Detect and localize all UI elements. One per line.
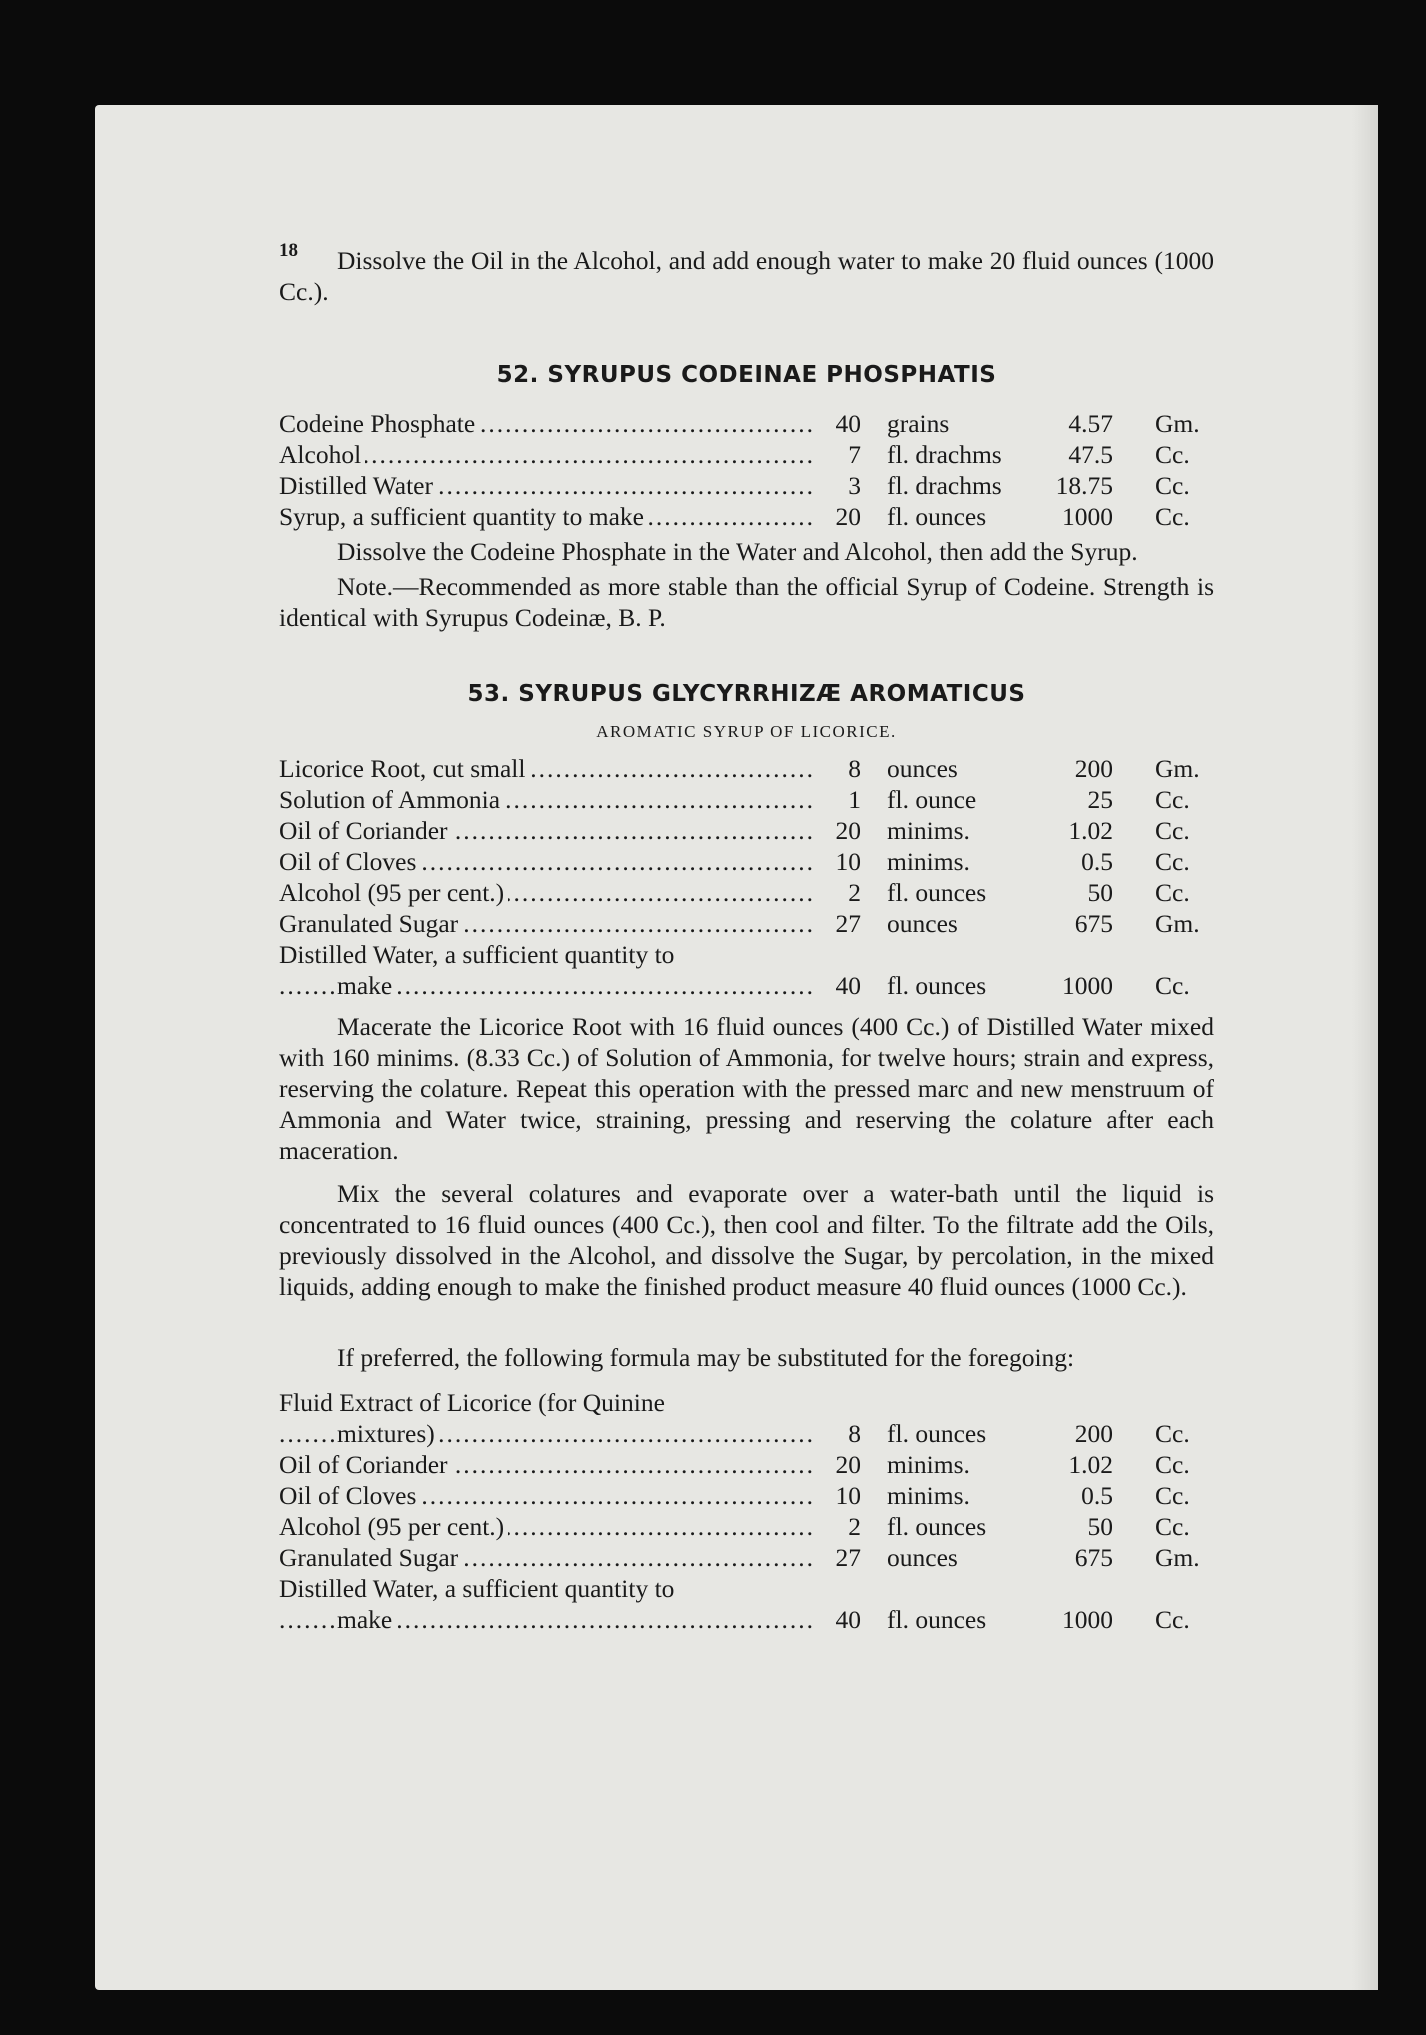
intro-paragraph: Dissolve the Oil in the Alcohol, and add enough water to make 20 fluid ounces (1000 Cc.). bbox=[279, 246, 1214, 306]
ingredient-metric: 0.5 bbox=[1081, 1481, 1113, 1510]
ingredient-metric: 50 bbox=[1087, 1512, 1113, 1541]
ingredient-metric-unit: Cc. bbox=[1155, 1481, 1190, 1510]
ingredient-qty: 40 bbox=[835, 971, 861, 1000]
ingredient-row bbox=[279, 846, 1214, 877]
ingredient-name: Alcohol (95 per cent.) bbox=[279, 878, 508, 907]
ingredient-row bbox=[279, 939, 1214, 970]
ingredient-row bbox=[279, 1604, 1214, 1635]
ingredient-qty: 2 bbox=[848, 878, 861, 907]
ingredient-metric: 4.57 bbox=[1068, 409, 1113, 438]
ingredient-name: Distilled Water bbox=[279, 471, 437, 500]
ingredient-name: Oil of Coriander bbox=[279, 1450, 452, 1479]
ingredient-unit: minims. bbox=[887, 1450, 970, 1479]
ingredient-metric: 200 bbox=[1074, 1419, 1113, 1448]
ingredient-metric-unit: Gm. bbox=[1155, 909, 1200, 938]
ingredient-row bbox=[279, 908, 1214, 939]
ingredient-unit: ounces bbox=[887, 909, 958, 938]
ingredient-unit: fl. ounces bbox=[887, 878, 987, 907]
ingredient-row bbox=[279, 470, 1214, 501]
ingredient-row bbox=[279, 1418, 1214, 1449]
page-edge bbox=[1352, 105, 1378, 1990]
ingredient-name: Fluid Extract of Licorice (for Quinine bbox=[279, 1388, 669, 1417]
ingredient-row bbox=[279, 815, 1214, 846]
ingredient-metric-unit: Cc. bbox=[1155, 1605, 1190, 1634]
ingredient-unit: fl. drachms bbox=[887, 471, 1002, 500]
ingredient-metric-unit: Cc. bbox=[1155, 1450, 1190, 1479]
ingredient-metric-unit: Gm. bbox=[1155, 1543, 1200, 1572]
ingredient-unit: fl. ounce bbox=[887, 785, 977, 814]
ingredient-unit: fl. ounces bbox=[887, 1512, 987, 1541]
ingredient-unit: grains bbox=[887, 409, 950, 438]
ingredient-metric: 25 bbox=[1087, 785, 1113, 814]
ingredient-unit: ounces bbox=[887, 1543, 958, 1572]
section-52-note: Note.—Recommended as more stable than the official Syrup of Codeine. Strength is identical with Syrupus Codeinæ, B. P. bbox=[279, 572, 1214, 632]
ingredient-name: Distilled Water, a sufficient quantity to bbox=[279, 940, 678, 969]
ingredient-qty: 20 bbox=[835, 816, 861, 845]
ingredient-qty: 20 bbox=[835, 502, 861, 531]
section-53-ingredients bbox=[279, 753, 1214, 1001]
ingredient-row bbox=[279, 784, 1214, 815]
ingredient-metric: 1.02 bbox=[1068, 1450, 1113, 1479]
section-53-subheading: AROMATIC SYRUP OF LICORICE. bbox=[596, 722, 897, 741]
ingredient-metric: 1.02 bbox=[1068, 816, 1113, 845]
ingredient-metric-unit: Cc. bbox=[1155, 847, 1190, 876]
ingredient-metric-unit: Gm. bbox=[1155, 409, 1200, 438]
ingredient-name: Oil of Cloves bbox=[279, 1481, 420, 1510]
ingredient-unit: fl. ounces bbox=[887, 1419, 987, 1448]
ingredient-row bbox=[279, 1542, 1214, 1573]
ingredient-row bbox=[279, 439, 1214, 470]
ingredient-unit: ounces bbox=[887, 754, 958, 783]
page-number: 18 bbox=[279, 240, 298, 261]
ingredient-row bbox=[279, 877, 1214, 908]
ingredient-qty: 2 bbox=[848, 1512, 861, 1541]
ingredient-metric: 0.5 bbox=[1081, 847, 1113, 876]
ingredient-name: Oil of Cloves bbox=[279, 847, 420, 876]
ingredient-unit: minims. bbox=[887, 847, 970, 876]
section-53-heading: 53. SYRUPUS GLYCYRRHIZÆ AROMATICUS bbox=[467, 681, 1026, 707]
ingredient-name: Alcohol bbox=[279, 440, 365, 469]
ingredient-metric: 1000 bbox=[1062, 502, 1113, 531]
ingredient-row bbox=[279, 1573, 1214, 1604]
ingredient-name: Alcohol (95 per cent.) bbox=[279, 1512, 508, 1541]
ingredient-qty: 20 bbox=[835, 1450, 861, 1479]
ingredient-row bbox=[279, 1449, 1214, 1480]
ingredient-name: Distilled Water, a sufficient quantity to bbox=[279, 1574, 678, 1603]
ingredient-qty: 10 bbox=[835, 847, 861, 876]
ingredient-metric-unit: Cc. bbox=[1155, 878, 1190, 907]
ingredient-metric: 1000 bbox=[1062, 1605, 1113, 1634]
ingredient-metric-unit: Cc. bbox=[1155, 971, 1190, 1000]
ingredient-qty: 10 bbox=[835, 1481, 861, 1510]
ingredient-metric-unit: Cc. bbox=[1155, 471, 1190, 500]
ingredient-qty: 8 bbox=[848, 1419, 861, 1448]
ingredient-name: Granulated Sugar bbox=[279, 1543, 462, 1572]
ingredient-name: Licorice Root, cut small bbox=[279, 754, 529, 783]
ingredient-name: mixtures) bbox=[337, 1419, 439, 1448]
ingredient-metric-unit: Gm. bbox=[1155, 754, 1200, 783]
ingredient-row bbox=[279, 1387, 1214, 1418]
ingredient-metric: 675 bbox=[1074, 909, 1113, 938]
ingredient-name: Syrup, a sufficient quantity to make bbox=[279, 502, 648, 531]
ingredient-qty: 1 bbox=[848, 785, 861, 814]
ingredient-name: Oil of Coriander bbox=[279, 816, 452, 845]
ingredient-metric-unit: Cc. bbox=[1155, 1419, 1190, 1448]
ingredient-unit: fl. ounces bbox=[887, 971, 987, 1000]
alternative-formula-intro: If preferred, the following formula may be substituted for the foregoing: bbox=[337, 1343, 1075, 1372]
ingredient-row bbox=[279, 753, 1214, 784]
ingredient-row bbox=[279, 408, 1214, 439]
ingredient-name: Codeine Phosphate bbox=[279, 409, 479, 438]
ingredient-qty: 27 bbox=[835, 1543, 861, 1572]
ingredient-row bbox=[279, 970, 1214, 1001]
ingredient-metric: 1000 bbox=[1062, 971, 1113, 1000]
page-content bbox=[279, 245, 1214, 1635]
ingredient-metric: 47.5 bbox=[1068, 440, 1113, 469]
ingredient-metric: 675 bbox=[1074, 1543, 1113, 1572]
ingredient-name: Solution of Ammonia bbox=[279, 785, 504, 814]
ingredient-unit: fl. ounces bbox=[887, 1605, 987, 1634]
ingredient-metric: 200 bbox=[1074, 754, 1113, 783]
ingredient-row bbox=[279, 1480, 1214, 1511]
ingredient-qty: 27 bbox=[835, 909, 861, 938]
section-53-directions-2: Mix the several colatures and evaporate over a water-bath until the liquid is concentrated to 16 fluid ounces (400 Cc.), then cool and filter. To the filtrate add the Oils, previously dissolved in the Alcohol, and dissolve the Sugar, by percolation, in the mixed liquids, adding enough to make the finished product measure 40 fluid ounces (1000 Cc.). bbox=[279, 1179, 1214, 1301]
ingredient-row bbox=[279, 1511, 1214, 1542]
ingredient-qty: 8 bbox=[848, 754, 861, 783]
ingredient-qty: 40 bbox=[835, 409, 861, 438]
ingredient-qty: 3 bbox=[848, 471, 861, 500]
section-52-ingredients bbox=[279, 408, 1214, 532]
ingredient-metric: 50 bbox=[1087, 878, 1113, 907]
ingredient-name: make bbox=[337, 971, 396, 1000]
ingredient-unit: fl. drachms bbox=[887, 440, 1002, 469]
alternative-ingredients bbox=[279, 1387, 1214, 1635]
ingredient-metric-unit: Cc. bbox=[1155, 502, 1190, 531]
ingredient-unit: fl. ounces bbox=[887, 502, 987, 531]
ingredient-metric-unit: Cc. bbox=[1155, 816, 1190, 845]
ingredient-unit: minims. bbox=[887, 816, 970, 845]
ingredient-name: Granulated Sugar bbox=[279, 909, 462, 938]
ingredient-metric-unit: Cc. bbox=[1155, 440, 1190, 469]
ingredient-metric-unit: Cc. bbox=[1155, 1512, 1190, 1541]
ingredient-qty: 7 bbox=[848, 440, 861, 469]
ingredient-qty: 40 bbox=[835, 1605, 861, 1634]
ingredient-unit: minims. bbox=[887, 1481, 970, 1510]
section-52-directions: Dissolve the Codeine Phosphate in the Water and Alcohol, then add the Syrup. bbox=[337, 537, 1138, 566]
ingredient-metric: 18.75 bbox=[1055, 471, 1113, 500]
section-52-heading: 52. SYRUPUS CODEINAE PHOSPHATIS bbox=[496, 362, 997, 388]
ingredient-row bbox=[279, 501, 1214, 532]
ingredient-metric-unit: Cc. bbox=[1155, 785, 1190, 814]
ingredient-name: make bbox=[337, 1605, 396, 1634]
section-53-directions-1: Macerate the Licorice Root with 16 fluid ounces (400 Cc.) of Distilled Water mixed with 160 minims. (8.33 Cc.) of Solution of Ammonia, for twelve hours; strain and express, reserving the colature. Repeat this operation with the pressed marc and new menstruum of Ammonia and Water twice, straining, pressing and reserving the colature after each maceration. bbox=[279, 1012, 1214, 1165]
